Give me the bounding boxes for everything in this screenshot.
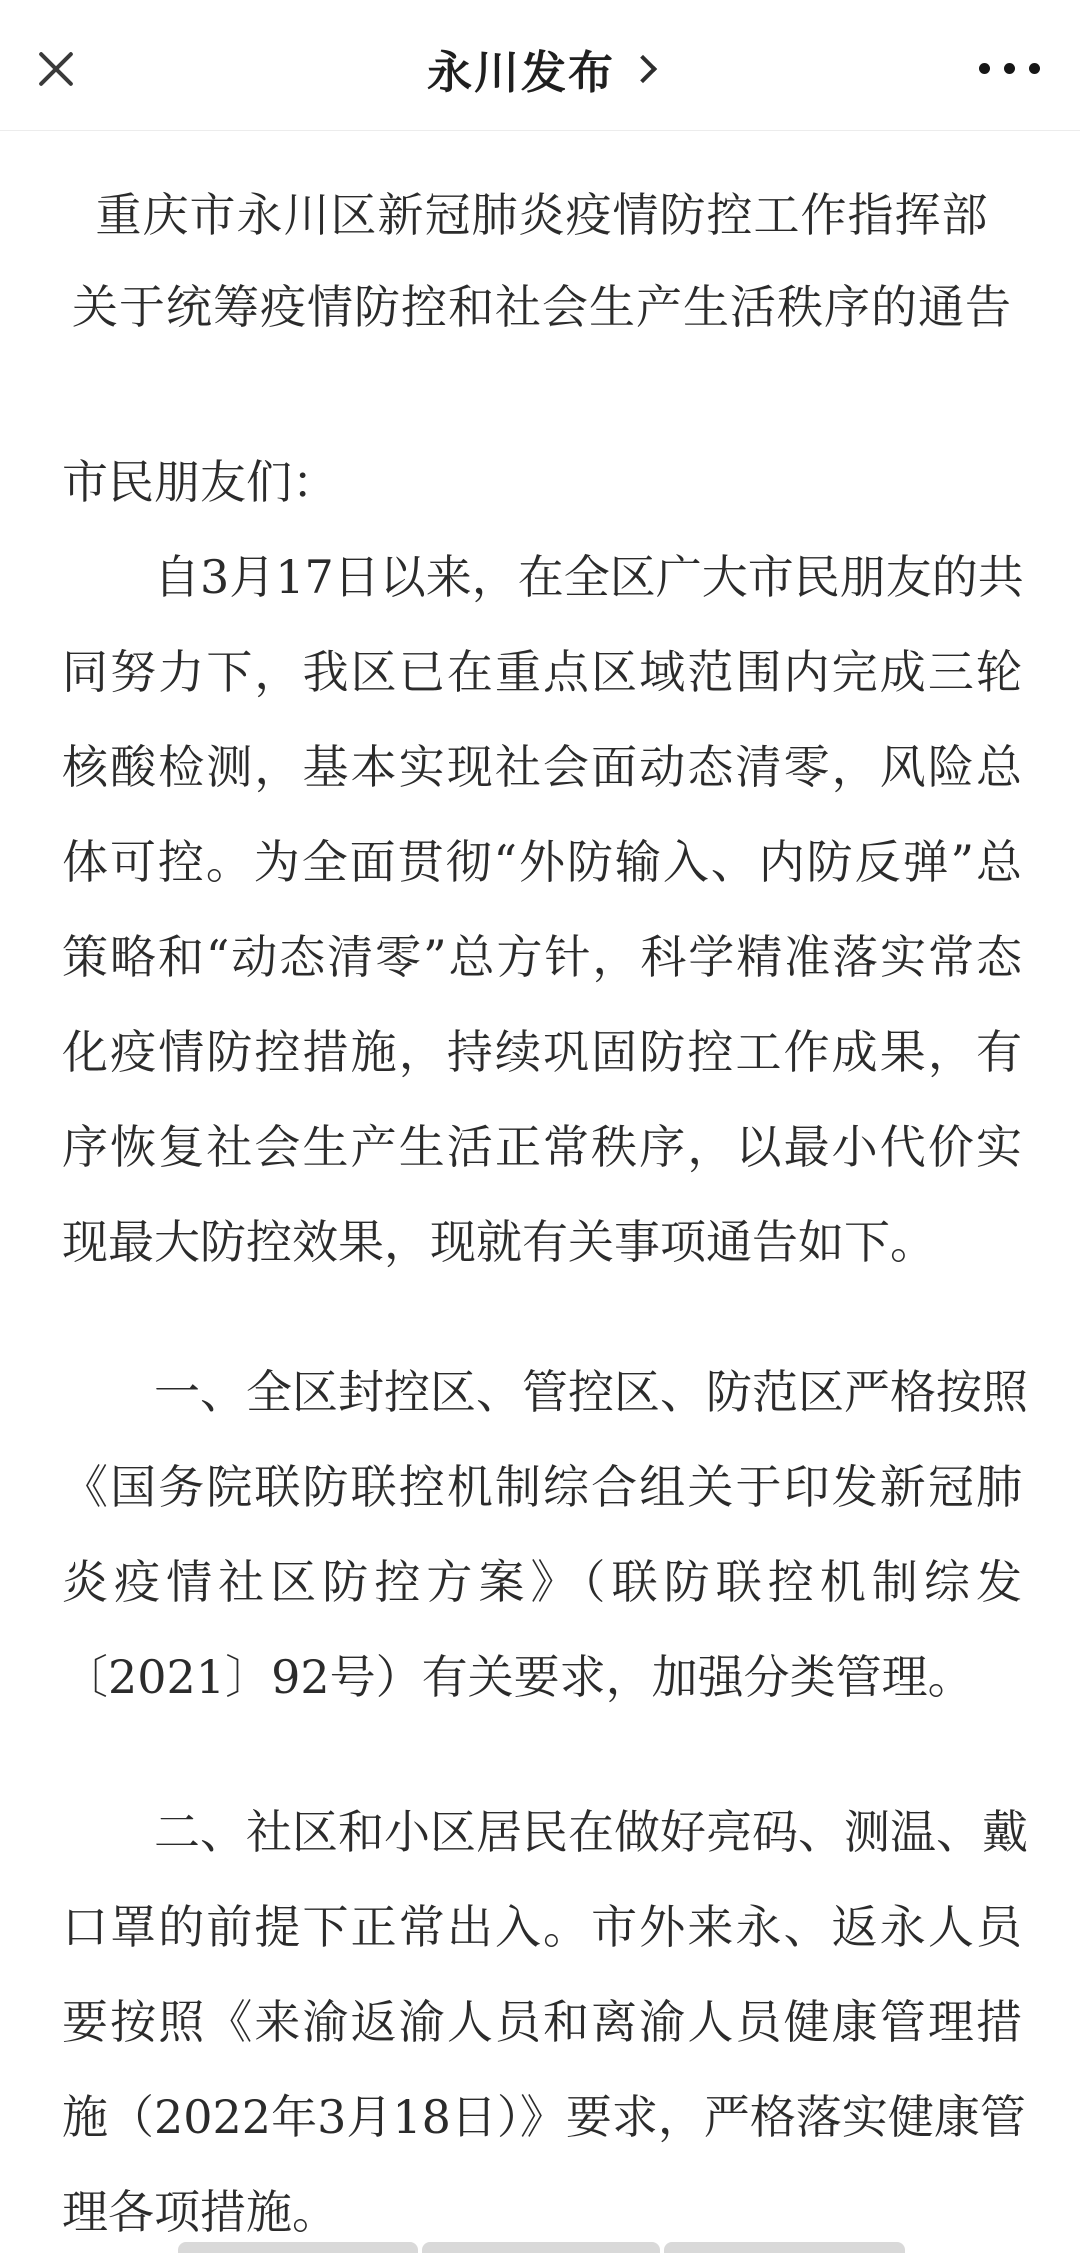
- table-header-cell: [664, 2242, 905, 2253]
- paragraph-gap: [62, 1725, 1022, 1785]
- close-button[interactable]: [0, 0, 150, 130]
- paragraph-line: 策略和“动态清零”总方针，科学精准落实常态: [62, 930, 1022, 984]
- paragraph-item-1: [62, 1345, 1028, 1725]
- paragraph-line: 体可控。为全面贯彻“外防输入、内防反弹”总: [62, 835, 1022, 889]
- chevron-right-icon: [629, 55, 657, 83]
- document-title-line: 重庆市永川区新冠肺炎疫情防控工作指挥部: [95, 188, 989, 242]
- paragraph-line: 要按照《来渝返渝人员和离渝人员健康管理措: [62, 1995, 1022, 2049]
- paragraph-line: 《国务院联防联控机制综合组关于印发新冠肺: [62, 1460, 1022, 1514]
- more-button[interactable]: [930, 0, 1080, 130]
- account-name: 永川发布: [426, 45, 615, 99]
- paragraph-line: 现最大防控效果，现就有关事项通告如下。: [62, 1215, 936, 1269]
- document-title-line: 关于统筹疫情防控和社会生产生活秩序的通告: [72, 280, 1012, 334]
- paragraph-line: 炎疫情社区防控方案》（联防联控机制综发: [62, 1555, 1022, 1609]
- paragraph-line: 一、全区封控区、管控区、防范区严格按照: [154, 1365, 1028, 1419]
- document-title: [62, 169, 1022, 353]
- salutation: [62, 435, 1022, 530]
- paragraph-line: 序恢复社会生产生活正常秩序，以最小代价实: [62, 1120, 1022, 1174]
- paragraph-line: 施（2022年3月18日）》要求，严格落实健康管: [62, 2090, 1026, 2144]
- paragraph-line: 理各项措施。: [62, 2185, 338, 2239]
- paragraph-line: 〔2021〕92号）有关要求，加强分类管理。: [62, 1650, 974, 1704]
- paragraph-line: 二、社区和小区居民在做好亮码、测温、戴: [154, 1805, 1028, 1859]
- paragraph-gap: [62, 1290, 1022, 1345]
- navbar: [0, 0, 1080, 131]
- paragraph-item-2: [62, 1785, 1028, 2253]
- paragraph-line: 口罩的前提下正常出入。市外来永、返永人员: [62, 1900, 1022, 1954]
- table-header-cell: [422, 2242, 660, 2253]
- paragraph-line: 核酸检测，基本实现社会面动态清零，风险总: [62, 740, 1022, 794]
- paragraph-line: 自3月17日以来，在全区广大市民朋友的共: [154, 550, 1024, 604]
- paragraph-intro: [62, 530, 1022, 1290]
- table-header-row: [178, 2242, 905, 2253]
- salutation-line: 市民朋友们：: [62, 455, 338, 509]
- ellipsis-icon: [979, 63, 1040, 74]
- table-header-cell: [178, 2242, 418, 2253]
- paragraph-line: 同努力下，我区已在重点区域范围内完成三轮: [62, 645, 1022, 699]
- paragraph-line: 化疫情防控措施，持续巩固防控工作成果，有: [62, 1025, 1022, 1079]
- article-body: [0, 131, 1080, 2253]
- account-title-link[interactable]: [150, 36, 930, 101]
- close-icon: [34, 47, 78, 91]
